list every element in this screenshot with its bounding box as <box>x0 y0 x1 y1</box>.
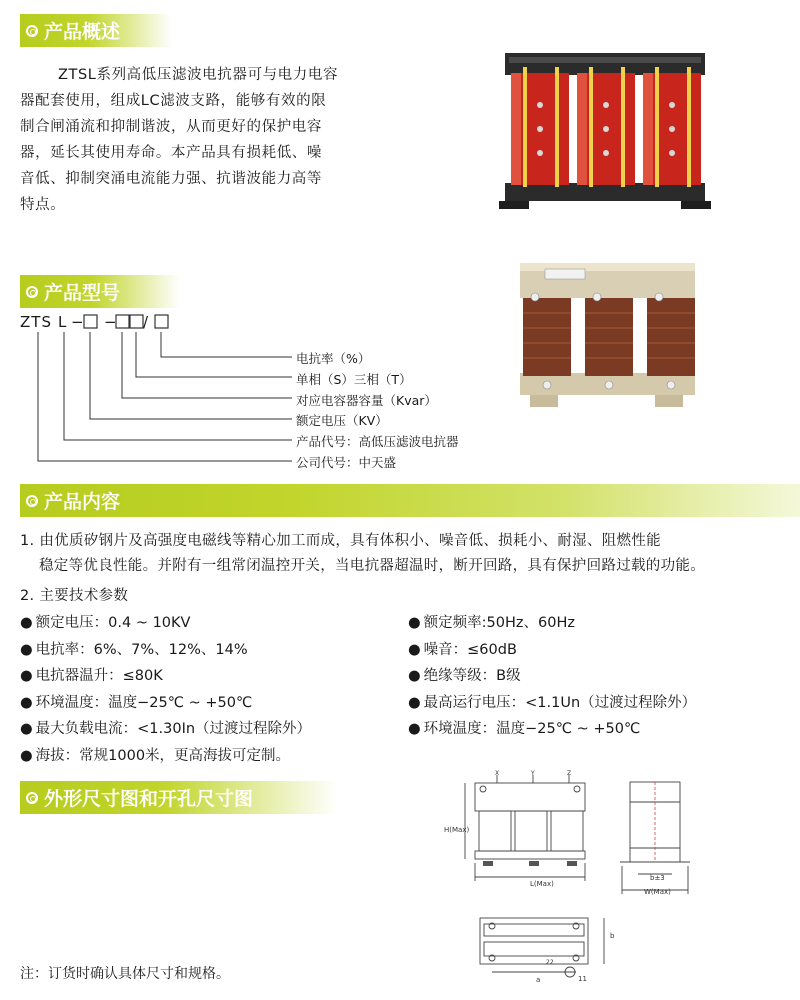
section-header-content <box>20 484 800 517</box>
legend-item: 对应电容器容量（Kvar） <box>296 392 437 408</box>
overview-line: ZTSL系列高低压滤波电抗器可与电力电容 <box>58 67 339 83</box>
overview-line: 器配套使用，组成LC滤波支路，能够有效的限 <box>20 93 327 109</box>
model-legend <box>296 349 459 474</box>
circle-icon <box>26 25 38 37</box>
width-label: W(Max) <box>644 888 671 896</box>
legend-item: 电抗率（%） <box>296 351 371 366</box>
a-label: a <box>536 976 541 984</box>
param-item: ● 环境温度：温度−25℃ ~ +50℃ <box>408 716 788 743</box>
legend-item: 公司代号：中天盛 <box>296 454 397 470</box>
overview-line: 器，延长其使用寿命。本产品具有损耗低、噪 <box>20 145 322 161</box>
code-separator: − <box>71 313 84 331</box>
param-item: ● 环境温度：温度−25℃ ~ +50℃ <box>20 690 400 717</box>
section-title: 产品内容 <box>44 491 121 513</box>
code-separator: − <box>104 313 117 331</box>
circle-icon <box>26 286 38 298</box>
b-label: b <box>610 932 615 940</box>
param-item: ● 电抗率：6%、7%、12%、14% <box>20 637 400 664</box>
param-item: ● 最大负载电流：<1.30In（过渡过程除外） <box>20 716 400 743</box>
param-item: ● 额定频率:50Hz、60Hz <box>408 610 788 637</box>
code-prefix: ZTS <box>20 313 52 331</box>
circle-icon <box>26 495 38 507</box>
terminal-label: Y <box>531 770 535 777</box>
section-header-dimensions <box>20 781 338 814</box>
param-item: ● 额定电压：0.4 ~ 10KV <box>20 610 400 637</box>
legend-item: 单相（S）三相（T） <box>296 371 412 387</box>
section-title: 产品型号 <box>44 282 121 304</box>
code-slash: / <box>143 313 149 331</box>
copper-reactor-photo <box>505 253 720 423</box>
legend-item: 产品代号：高低压滤波电抗器 <box>296 434 459 450</box>
overview-text <box>20 62 400 218</box>
overview-line: 制合闸涌流和抑制谐波，从而更好的保护电容 <box>20 119 322 135</box>
overview-line: 音低、抑制突涌电流能力强、抗谐波能力高等 <box>20 171 322 187</box>
code-l: L <box>58 313 67 331</box>
order-note: 注：订货时确认具体尺寸和规格。 <box>20 966 230 982</box>
content-paragraph <box>20 529 800 609</box>
terminal-label: Z <box>567 770 572 777</box>
param-item: ● 最高运行电压：<1.1Un（过渡过程除外） <box>408 690 788 717</box>
param-item: ● 电抗器温升：≤80K <box>20 663 400 690</box>
dim-11-label: 11 <box>578 975 587 983</box>
length-label: L(Max) <box>530 880 554 888</box>
section-header-overview <box>20 14 172 47</box>
param-item: ● 绝缘等级：B级 <box>408 663 788 690</box>
terminal-label: X <box>495 770 500 777</box>
b-tolerance-label: b±3 <box>650 874 665 882</box>
params-left <box>20 610 400 769</box>
content-subtitle: 2. 主要技术参数 <box>20 588 129 604</box>
overview-line: 特点。 <box>20 197 66 213</box>
section-title: 外形尺寸图和开孔尺寸图 <box>44 788 254 810</box>
circle-icon <box>26 792 38 804</box>
content-line: 1. 由优质矽钢片及高强度电磁线等精心加工而成，具有体积小、噪音低、损耗小、耐湿、阻燃性能 <box>20 533 661 549</box>
red-reactor-photo <box>495 45 720 225</box>
params-right <box>408 610 788 743</box>
height-label: H(Max) <box>444 826 470 834</box>
section-title: 产品概述 <box>44 21 121 43</box>
legend-item: 额定电压（KV） <box>296 413 388 429</box>
param-item: ● 海拔：常规1000米，更高海拔可定制。 <box>20 743 400 770</box>
mounting-hole-drawing <box>470 910 620 990</box>
param-item: ● 噪音：≤60dB <box>408 637 788 664</box>
content-line: 稳定等优良性能。并附有一组常闭温控开关，当电抗器超温时，断开回路，具有保护回路过载的功能。 <box>39 558 705 574</box>
dim-22-label: 22 <box>546 959 554 966</box>
